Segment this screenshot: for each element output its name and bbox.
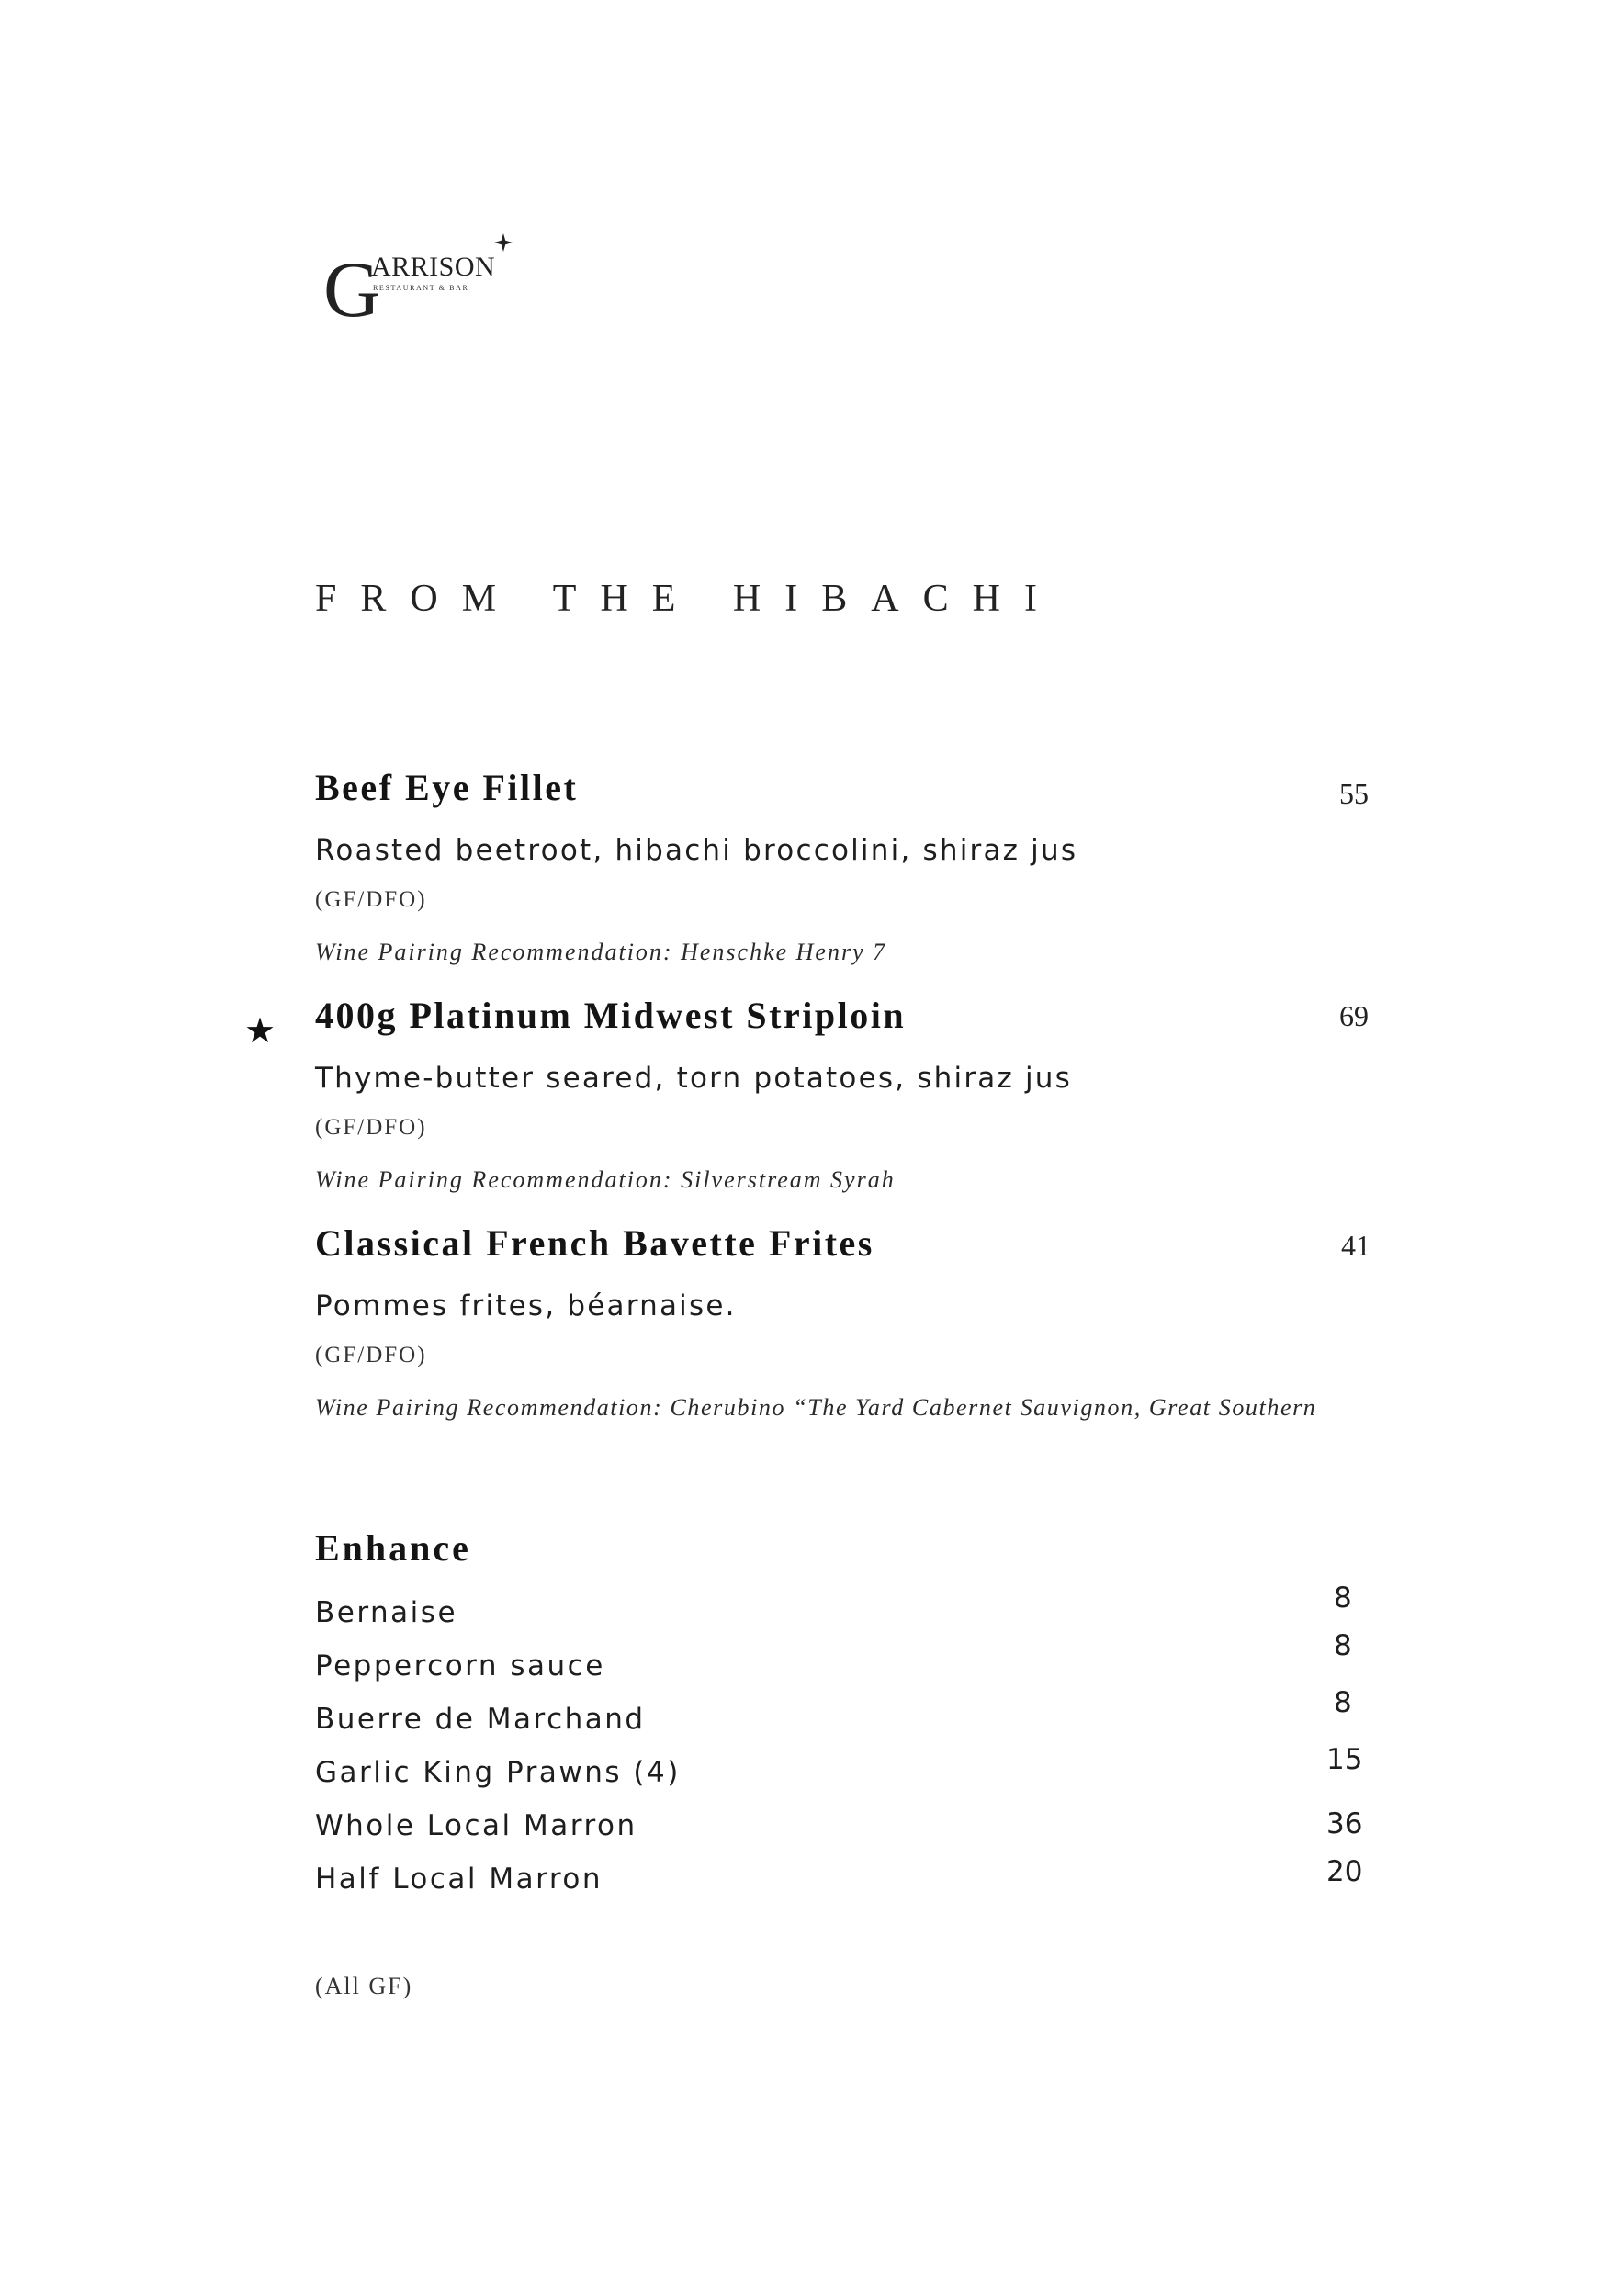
dish-description: Pommes frites, béarnaise.	[315, 1289, 737, 1322]
enhance-item-name: Bernaise	[315, 1596, 458, 1629]
logo-mark	[323, 231, 516, 323]
sparkle-icon	[494, 233, 513, 252]
dish-price: 41	[1341, 1229, 1370, 1262]
enhance-item-name: Buerre de Marchand	[315, 1703, 646, 1736]
logo-subtitle: RESTAURANT & BAR	[373, 284, 469, 292]
enhance-item-price: 8	[1334, 1686, 1352, 1719]
dish-wine-pairing: Wine Pairing Recommendation: Silverstream Syrah	[315, 1166, 896, 1193]
dish-wine-pairing: Wine Pairing Recommendation: Henschke Henry 7	[315, 939, 887, 965]
dish-name: 400g Platinum Midwest Striploin	[315, 995, 907, 1036]
dish-name: Classical French Bavette Frites	[315, 1222, 874, 1264]
enhance-item-price: 36	[1326, 1807, 1363, 1840]
enhance-item-name: Half Local Marron	[315, 1863, 603, 1896]
section-title: FROM THE HIBACHI	[315, 578, 1061, 620]
logo-wordmark: ARRISON	[371, 252, 496, 282]
enhance-item-name: Garlic King Prawns (4)	[315, 1756, 681, 1789]
enhance-item-name: Whole Local Marron	[315, 1809, 637, 1842]
dish-price: 55	[1339, 777, 1369, 810]
enhance-item-price: 8	[1334, 1629, 1352, 1662]
enhance-footnote: (All GF)	[315, 1973, 413, 1999]
dish-price: 69	[1339, 999, 1369, 1032]
enhance-item-price: 15	[1326, 1743, 1363, 1776]
garrison-logo	[323, 231, 516, 323]
dish-description: Roasted beetroot, hibachi broccolini, shiraz jus	[315, 834, 1078, 867]
dish-dietary-tag: (GF/DFO)	[315, 1115, 427, 1140]
enhance-item-name: Peppercorn sauce	[315, 1649, 605, 1683]
logo-initial: G	[323, 245, 381, 323]
enhance-title: Enhance	[315, 1527, 471, 1569]
dish-description: Thyme-butter seared, torn potatoes, shiraz jus	[315, 1062, 1072, 1095]
star-icon: ★	[244, 1010, 276, 1051]
dish-name: Beef Eye Fillet	[315, 767, 579, 808]
enhance-item-price: 20	[1326, 1855, 1363, 1888]
dish-dietary-tag: (GF/DFO)	[315, 887, 427, 912]
dish-dietary-tag: (GF/DFO)	[315, 1343, 427, 1367]
dish-wine-pairing: Wine Pairing Recommendation: Cherubino “The Yard Cabernet Sauvignon, Great Southern	[315, 1394, 1317, 1421]
enhance-item-price: 8	[1334, 1581, 1352, 1615]
